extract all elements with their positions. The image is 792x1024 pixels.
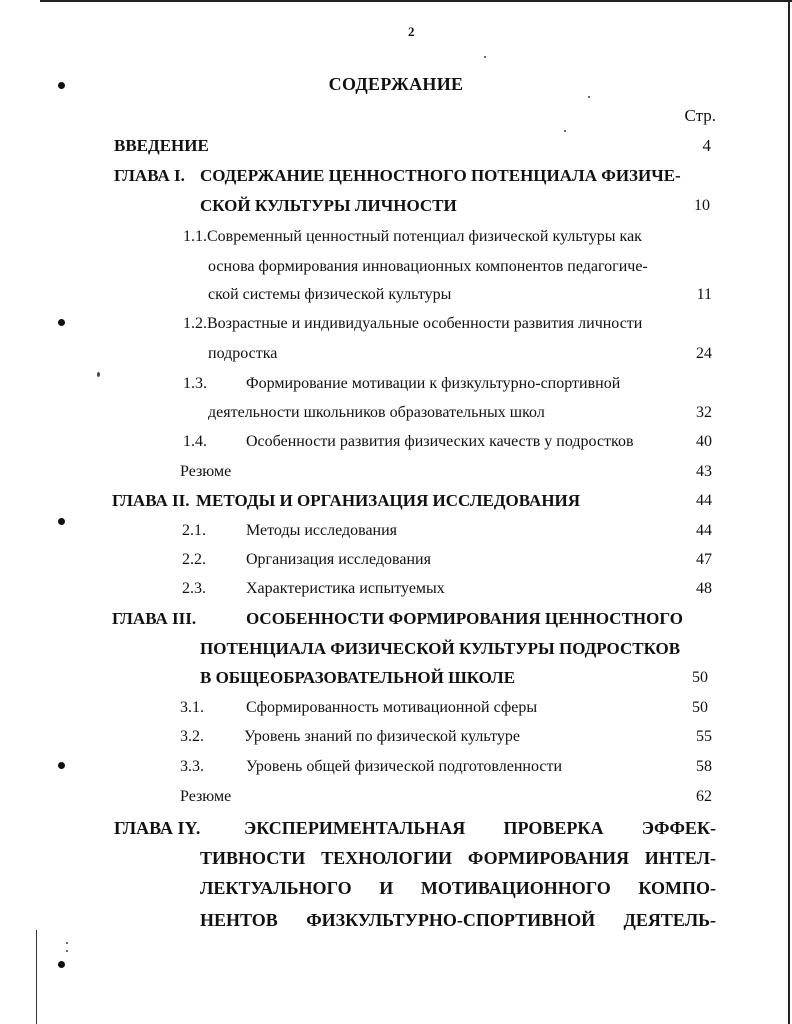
toc-page-number: 62 <box>696 788 712 805</box>
scan-border-left <box>36 930 37 1024</box>
toc-entry-title-cont: подростка <box>208 345 278 362</box>
scan-speck <box>564 130 566 132</box>
binder-hole-mark <box>58 762 65 769</box>
toc-entry-title-cont: основа формирования инновационных компонентов педагогиче- <box>208 258 648 275</box>
toc-entry-title: Характеристика испытуемых <box>246 580 445 597</box>
toc-section-number: 3.3. <box>180 758 204 775</box>
toc-page-number: 44 <box>696 522 712 539</box>
toc-section-number: 1.3. <box>183 375 207 392</box>
toc-chapter-number: ГЛАВА IY. <box>114 818 201 838</box>
toc-page-number: 50 <box>692 669 708 686</box>
toc-page-number: 40 <box>696 433 712 450</box>
toc-entry-title-cont: СКОЙ КУЛЬТУРЫ ЛИЧНОСТИ <box>200 196 457 215</box>
toc-page-number: 11 <box>696 286 712 303</box>
scan-speck <box>97 372 100 377</box>
toc-page-number: 47 <box>696 551 712 568</box>
toc-entry-title: Резюме <box>180 463 232 480</box>
scan-border-right <box>788 0 790 1024</box>
binder-hole-mark <box>58 319 65 326</box>
toc-entry-title: Формирование мотивации к физкультурно-спортивной <box>246 375 621 392</box>
toc-entry-title: Организация исследования <box>246 551 431 568</box>
scan-speck <box>66 942 68 944</box>
toc-chapter-number: ГЛАВА I. <box>114 166 185 185</box>
toc-section-number: 1.4. <box>183 433 207 450</box>
toc-entry-title-cont: НЕНТОВ ФИЗКУЛЬТУРНО-СПОРТИВНОЙ ДЕЯТЕЛЬ- <box>200 910 717 930</box>
toc-entry-title: МЕТОДЫ И ОРГАНИЗАЦИЯ ИССЛЕДОВАНИЯ <box>196 491 581 510</box>
scan-border-top <box>40 0 792 2</box>
toc-page-number: 24 <box>696 345 712 362</box>
toc-entry-title: 1.1.Современный ценностный потенциал физической культуры как <box>183 228 642 245</box>
toc-entry-title-cont: ПОТЕНЦИАЛА ФИЗИЧЕСКОЙ КУЛЬТУРЫ ПОДРОСТКОВ <box>200 639 681 658</box>
toc-entry-title: ЭКСПЕРИМЕНТАЛЬНАЯ ПРОВЕРКА ЭФФЕК- <box>244 818 716 838</box>
toc-page-number: 58 <box>696 758 712 775</box>
toc-entry-title-cont: деятельности школьников образовательных школ <box>208 404 545 421</box>
toc-chapter-number: ГЛАВА II. <box>112 491 190 510</box>
toc-section-number: 2.3. <box>182 580 206 597</box>
toc-page-number: 48 <box>696 580 712 597</box>
scan-speck <box>484 56 486 58</box>
toc-entry-title: ВВЕДЕНИЕ <box>114 136 209 155</box>
toc-entry-title-cont: ской системы физической культуры <box>208 286 452 303</box>
toc-section-number: 2.1. <box>182 522 206 539</box>
toc-entry-title: Методы исследования <box>246 522 398 539</box>
toc-entry-title-cont: ТИВНОСТИ ТЕХНОЛОГИИ ФОРМИРОВАНИЯ ИНТЕЛ- <box>200 848 716 868</box>
toc-entry-title-cont: ЛЕКТУАЛЬНОГО И МОТИВАЦИОННОГО КОМПО- <box>200 878 716 898</box>
toc-page-number: 50 <box>692 699 708 716</box>
scan-speck <box>588 96 590 98</box>
page-number: 2 <box>408 24 415 39</box>
toc-page-number: 43 <box>696 463 712 480</box>
binder-hole-mark <box>58 961 65 968</box>
toc-entry-title: Уровень общей физической подготовленности <box>246 758 563 775</box>
toc-entry-title: Резюме <box>180 788 232 805</box>
page-title: СОДЕРЖАНИЕ <box>328 74 464 94</box>
toc-entry-title: ОСОБЕННОСТИ ФОРМИРОВАНИЯ ЦЕННОСТНОГО <box>246 609 683 628</box>
toc-entry-title: Уровень знаний по физической культуре <box>244 728 520 745</box>
toc-chapter-number: ГЛАВА III. <box>112 609 197 628</box>
toc-section-number: 2.2. <box>182 551 206 568</box>
toc-section-number: 3.1. <box>180 699 204 716</box>
binder-hole-mark <box>58 518 65 525</box>
toc-section-number: 3.2. <box>180 728 204 745</box>
scan-speck <box>66 950 68 952</box>
toc-entry-title: Сформированность мотивационной сферы <box>246 699 538 716</box>
toc-page-number: 55 <box>696 728 712 745</box>
page-column-label: Стр. <box>684 106 716 125</box>
toc-page-number: 4 <box>702 136 711 155</box>
toc-entry-title-cont: В ОБЩЕОБРАЗОВАТЕЛЬНОЙ ШКОЛЕ <box>200 668 516 687</box>
toc-entry-title: 1.2.Возрастные и индивидуальные особенности развития личности <box>183 315 643 332</box>
toc-page-number: 32 <box>696 404 712 421</box>
toc-entry-title: СОДЕРЖАНИЕ ЦЕННОСТНОГО ПОТЕНЦИАЛА ФИЗИЧЕ- <box>200 166 681 185</box>
toc-entry-title: Особенности развития физических качеств у подростков <box>246 433 634 450</box>
toc-page-number: 10 <box>694 197 710 214</box>
toc-page-number: 44 <box>696 492 712 509</box>
